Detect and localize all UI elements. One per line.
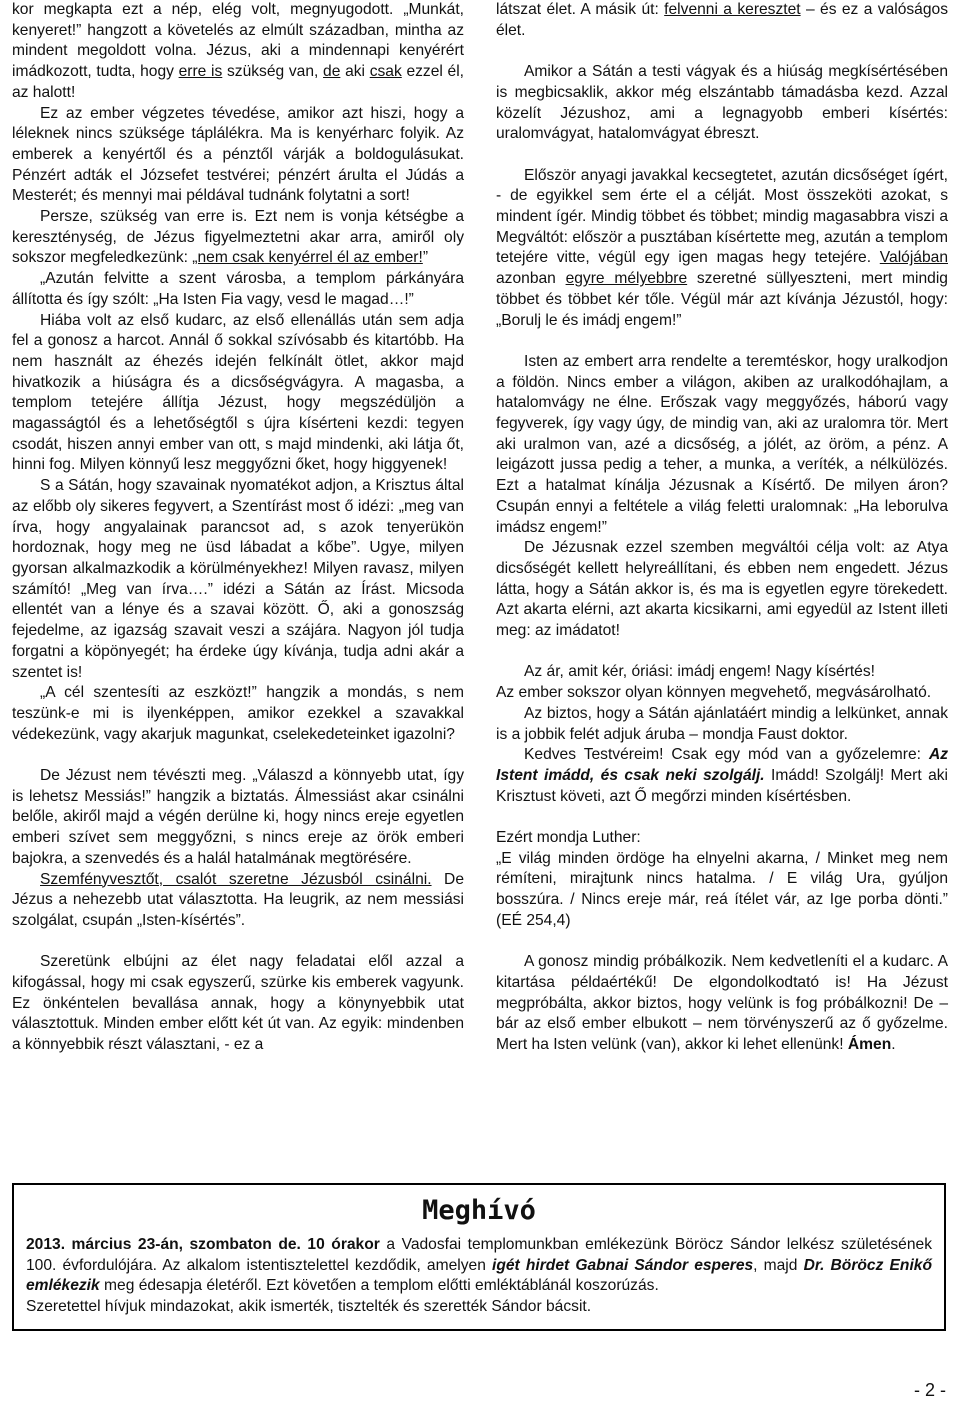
paragraph: Ezért mondja Luther: [496,829,641,847]
page-number: - 2 - [913,1380,946,1400]
paragraph: „Azután felvitte a szent városba, a templom párkányára állította és így szólt: „Ha Isten Fia vagy, vesd le magad…!” [12,270,464,308]
paragraph: De Jézusnak ezzel szemben megváltói célja volt: az Atya dicsőségét kellett helyreállítani, és ebben nem engedett. Jézus látta, hogy a Sátán akkor is, és ma is egyetlen egyre törekedett. Azt akarta elérni, azt akarta kicsikarni, ami egyedül az Istent illeti meg: az imádatot! [496,539,948,640]
paragraph: Először anyagi javakkal kecsegtetet, azután dicsőséget ígért, - de egyikkel sem érte el a célját. Most összeköti azokat, s mindent ígér. Mindig többet és többet; mindig magasabbra viszi a Megváltót: először a pusztában kísértette meg, azután a templom tetejére vitte, végül egy igen magas hegy tetejére. Valójában azonban egyre mélyebbre szeretné süllyeszteni, mert mindig többet és többet kér tőle. Végül már azt kívánja Jézustól, hogy: „Borulj le és imádj engem!” [496,166,948,329]
paragraph: Ez az ember végzetes tévedése, amikor azt hiszi, hogy a léleknek nincs szüksége táplálékra. Ma is kenyérharc folyik. Az emberek a kenyértől és a pénztől várják a boldogulásukat. Pénzért adták el Józsefet testvérei; pénzért árulta el Júdás a Mesterét; és mennyi mai példával tudnánk folytatni a sort! [12,104,464,205]
luther-quote: „E világ minden ördöge ha elnyelni akarna, / Minket meg nem rémíteni, mirajtunk nincs hatalma. / E világ Ura, gyúljon bosszúra. / Nincs ereje már, reá ítélet vár, az Ige porba dönti.” (EÉ 254,4) [496,849,948,929]
paragraph: Az ár, amit kér, óriási: imádj engem! Nagy kísértés! [524,663,875,681]
paragraph: Szemfényvesztőt, csalót szeretne Jézusból csinálni. De Jézus a nehezebb utat választotta. Ha leugrik, az nem messiási szolgálat, csupán „Isten-kísértés”. [12,870,464,929]
paragraph: kor megkapta ezt a nép, elég volt, megnyugodott. „Munkát, kenyeret!” hangzott a követelés az elmúlt században, mintha az mindent megoldott volna. Jézus, aki a mindennapi kenyérért imádkozott, tudta, hogy erre is szükség van, de aki csak ezzel él, az halott! [12,1,464,101]
paragraph: Isten az embert arra rendelte a teremtéskor, hogy uralkodjon a földön. Nincs ember a világon, akiben az uralkodóhajlam, a hatalomvágy ne élne. Erőszak vagy meggyőzés, háború vagy fegyverek, így vagy úgy, de mindig van, aki az uralomra tör. Mert aki uralmon van, azé a dicsőség, a jólét, az öröm, a pénz. A leigázott jussa pedig a teher, a munka, a veríték, a nélkülözés. Ezt a hatalmat kínálja Jézusnak a Kísértő. De milyen áron? Csupán ennyi a feltétele a világ feletti uralomnak: „Ha leborulva imádsz engem!” [496,352,948,536]
paragraph: Az biztos, hogy a Sátán ajánlatáért mindig a lelkünket, annak is a jobbik felét adjuk áruba – mondja Faust doktor. [496,704,948,743]
invitation-title: Meghívó [422,1195,536,1226]
paragraph: Hiába volt az első kudarc, az első ellenállás után sem adja fel a gonosz a harcot. Annál ő sokkal szívósabb és kitartóbb. Ha nem használt az éhezés idején felkínált ötlet, akkor majd hivatkozik a hiúságra és a dicsőségvágyra. A magasba, a templom tetejére állítja Jézust, hogy megszédüljön a magasságtól és a lehetőségtől s újra kísérteni kezdi: tegyen csodát, hiszen annyi ember van ott, s majd mindenki, aki látja őt, hinni fog. Milyen könnyű lesz meggyőzni őket, hogy higgyenek! [12,311,464,474]
paragraph: „A cél szentesíti az eszközt!” hangzik a mondás, s nem teszünk-e mi is ilyenképpen, amikor ezekkel a szavakkal védekezünk, vagy akarjuk magunkat, cselekedeteinket igazolni? [12,684,464,743]
left-column [12,0,464,1056]
paragraph: látszat élet. A másik út: felvenni a keresztet – és ez a valóságos élet. [496,1,948,39]
invitation-text: 2013. március 23-án, szombaton de. 10 órakor a Vadosfai templomunkban emlékezünk Böröcz Sándor lelkész születésének 100. évfordulójára. Az alkalom istentisztelettel kezdődik, amelyen igét hirdet Gabnai Sándor esperes, majd Dr. Böröcz Enikő emlékezik meg édesapja életéről. Ezt követően a templom előtti emléktáblánál koszorúzás. [26,1236,932,1294]
paragraph: Szeretünk elbújni az élet nagy feladatai elől azzal a kifogással, hogy mi csak egyszerű, szürke kis emberek vagyunk. Ez önkéntelen bevallása annak, hogy a könynyebbik utat választottuk. Minden ember előtt két út van. Az egyik: mindenben a könnyebbik részt választani, - ez a [12,953,464,1054]
paragraph: A gonosz mindig próbálkozik. Nem kedvetleníti el a kudarc. A kitartása példaértékű! De elgondolkodtató is! Ha Jézust megpróbálta, akkor biztos, hogy velünk is fog próbálkozni! De – bár az első ember elbukott – nem törvényszerű az ő győzelme. Mert ha Isten velünk (van), akkor ki lehet ellenünk! Ámen. [496,953,948,1054]
paragraph: Amikor a Sátán a testi vágyak és a hiúság megkísértésében is megbicsaklik, akkor még elszántabb támadásba kezd. Azzal közelít Jézushoz, ami a legnagyobb emberi kísértés: uralomvágyat, hatalomvágyat ébreszt. [496,63,948,143]
paragraph: Az ember sokszor olyan könnyen megvehető, megvásárolható. [496,684,932,702]
paragraph: S a Sátán, hogy szavainak nyomatékot adjon, a Krisztus által az előbb oly sikeres fegyvert, a Szentírást most ő idézi: „meg van írva, hogy angyalainak parancsot ad, s azok tenyerükön hordoznak, hogy meg ne üsd lábadat a kőbe”. Ugye, milyen gyorsan alkalmazkodik a körülményekhez! Milyen ravasz, milyen számító! „Meg van írva….” idézi a Sátán az Írást. Micsoda ellentét van a lénye és a szavai között. Ő, aki a gonoszság fejedelme, az igazság szavait veszi a szájára. Nagyon jól tudja forgatni a köpönyegét; ha érdeke úgy kívánja, tudja adni akár a szentet is! [12,477,464,681]
invitation-box [12,1183,946,1331]
paragraph: Persze, szükség van erre is. Ezt nem is vonja kétségbe a kereszténység, de Jézus figyelmeztetni akar arra, amiről oly sokszor megfeledkezünk: „nem csak kenyérrel él az ember!” [12,208,464,267]
invitation-closing: Szeretettel hívjuk mindazokat, akik ismerték, tisztelték és szerették Sándor bácsit. [26,1297,592,1315]
invitation-body [26,1235,932,1317]
right-column [496,0,948,1056]
paragraph: Kedves Testvéreim! Csak egy mód van a győzelemre: Az Istent imádd, és csak neki szolgálj. Imádd! Szolgálj! Mert aki Krisztust követi, azt Ő megőrzi minden kísértésben. [496,746,948,805]
paragraph: De Jézust nem tévészti meg. „Válaszd a könnyebb utat, így is lehetsz Messiás!” hangzik a biztatás. Álmessiást akar csinálni belőle, akiről majd a végén derülne ki, hogy nincs ereje egyetlen emberi szívet sem meggyőzni, s nincs ereje az örök emberi bajokra, a szenvedés és a halál hatalmának megtörésére. [12,767,464,867]
